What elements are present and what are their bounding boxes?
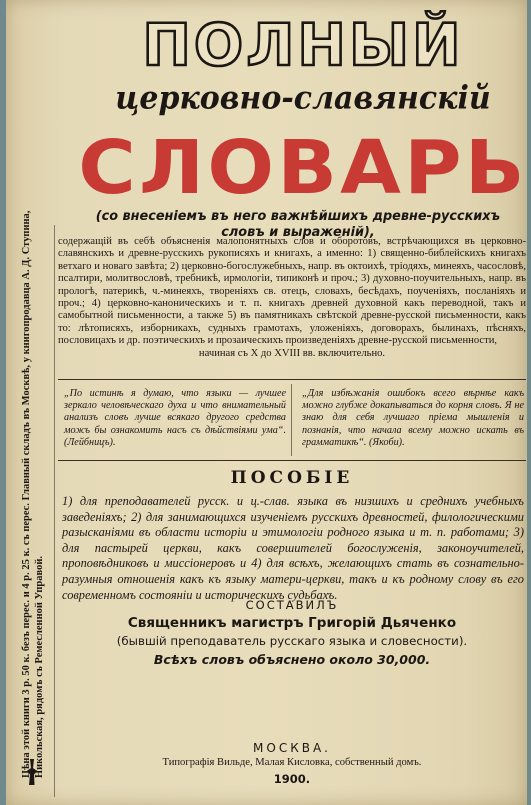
description-last-line: начиная съ X до XVIII вв. включительно. bbox=[198, 347, 386, 359]
title-page bbox=[6, 0, 527, 805]
imprint-city: МОСКВА. bbox=[253, 741, 331, 755]
imprint-press: Типографія Вильде, Малая Кисловка, собственный домъ. bbox=[162, 757, 422, 768]
description bbox=[58, 236, 526, 360]
title-line-full: ПОЛНЫЙ bbox=[142, 11, 464, 79]
author-name: Священникъ магистръ Григорій Дьяченко bbox=[127, 615, 457, 631]
description-body: содержащій въ себѣ объясненія малопонятныхъ слов и оборотовъ, встрѣчающихся въ церковно-славянскихъ и древне-русскихъ рукописяхъ и книгахъ, а именно: 1) священно-библейскихъ книгахъ ветхаго и новаго завѣта; 2) церковно-богослужебныхъ, напр. въ октоихѣ, тріодяхъ, минеяхъ, часословѣ, псалтири, молитвословѣ, требникѣ, ирмологіи, типиконѣ и проч.; 3) духовно-поучительныхъ, напр. въ прологѣ, патерикѣ, ч.-минеяхъ, твореніяхъ св. отецъ, словахъ, бесѣдахъ, поученіяхъ, посланіяхъ и проч.; 4) церковно-каноническихъ и т. п. книгахъ древней духовной какъ переводной, такъ и самобытной письменности, а также 5) въ памятникахъ свѣтской древне-русской письменности, какъ то: лѣтописяхъ, изборникахъ, судныхъ грамотахъ, уложеніяхъ, договорахъ, былинахъ, пѣсняхъ, пословицахъ и др. поэтическихъ и прозаическихъ произведеніяхъ древне-русской письменности, bbox=[58, 236, 526, 347]
margin-rule bbox=[54, 225, 55, 797]
spine-line-1: Цѣна этой книги 3 р. 50 к. безъ перес. и 4 р. 25 к. съ перес. Главный складъ въ Москвѣ, у книгопродавца А. Д. Ступина, bbox=[21, 210, 32, 778]
epigraph-jacobi: „Для избѣжанія ошибокъ всего вѣрнѣе какъ можно глубже докапываться до корня словъ. Я не знаю для себя лучшаго пріема мышленія и познанія, что начала всему можно искать въ грамматикѣ“. (Якоби). bbox=[302, 388, 524, 448]
epigraph-leibniz: „По истинѣ я думаю, что языки — лучшее зеркало человѣческаго духа и что внимательный анализъ словъ лучше всякаго другого средства можъ бы ознакомить насъ съ дѣйствіями ума“. (Лейбницъ). bbox=[64, 388, 286, 448]
author-former-position: (бывшій преподаватель русскаго языка и словесности). bbox=[116, 634, 468, 648]
subtitle: (со внесеніемъ въ него важнѣйшихъ древне-русскихъ словъ и выраженій), bbox=[95, 208, 501, 240]
spine-line-2: Никольская, рядомъ съ Ремесленной Управой. bbox=[34, 555, 45, 778]
epigraph-divider bbox=[291, 384, 292, 456]
compiled-by: СОСТАВИЛЪ bbox=[245, 598, 339, 612]
title-line-church-slavonic: церковно-славянскій bbox=[115, 80, 491, 117]
epigraphs bbox=[58, 379, 526, 461]
word-count: Всѣхъ словъ объяснено около 30,000. bbox=[153, 652, 431, 667]
spine-price-note bbox=[18, 8, 46, 803]
title-line-dictionary: СЛОВАРЬ bbox=[78, 125, 528, 211]
posobie-audience: 1) для преподавателей русск. и ц.-слав. языка въ низшихъ и среднихъ учебныхъ заведеніяхъ; 2) для занимающихся изученіемъ русскихъ древностей, филологическими разысканіями въ области исторіи и этимологіи родного языка и т. п. работами; 3) для пастырей церкви, какъ совершителей богослуженія, законоучителей, проповѣдниковъ и миссіонеровъ и 4) для всѣхъ, желающихъ стать въ сознательно-разумныя отношенія какъ къ языку матери-церкви, такъ и къ родному слову въ его современномъ состояніи и историческихъ судьбахъ. bbox=[62, 494, 524, 602]
posobie-heading: ПОСОБІЕ bbox=[230, 468, 354, 488]
imprint-year: 1900. bbox=[273, 772, 311, 786]
